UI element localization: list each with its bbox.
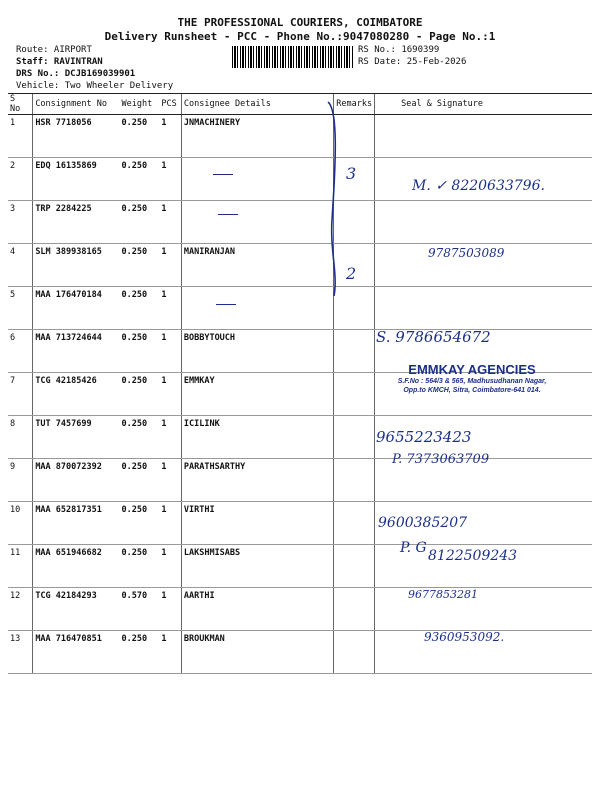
- row-pcs: 1: [159, 287, 181, 330]
- row-consignee: AARTHI: [181, 588, 333, 631]
- row-consignee: VIRTHI: [181, 502, 333, 545]
- signature-row-4: 9787503089: [428, 246, 505, 260]
- table-row: [8, 502, 592, 545]
- row-weight: 0.570: [120, 588, 160, 631]
- barcode: [232, 46, 354, 68]
- remark-mark-a: 3: [346, 164, 357, 183]
- row-weight: 0.250: [120, 201, 160, 244]
- row-consignment: TCG 42184293: [33, 588, 120, 631]
- row-consignment: MAA 176470184: [33, 287, 120, 330]
- row-sno: 2: [8, 158, 33, 201]
- signature-row-11a: P. G: [400, 540, 427, 556]
- table-row: [8, 287, 592, 330]
- dash-mark: [213, 174, 233, 175]
- stamp-address-1: S.F.No : 564/3 & 565, Madhusudhanan Nagar,: [397, 378, 547, 385]
- dash-mark: [218, 214, 238, 215]
- row-weight: 0.250: [120, 158, 160, 201]
- row-remarks: [334, 545, 375, 588]
- signature-row-10: 9600385207: [378, 515, 468, 531]
- staff-label: Staff: RAVINTRAN: [16, 57, 103, 67]
- vehicle-label: Vehicle: Two Wheeler Delivery: [16, 81, 174, 91]
- row-weight: 0.250: [120, 631, 160, 674]
- row-pcs: 1: [159, 588, 181, 631]
- row-signature: [375, 287, 592, 330]
- table-row: [8, 631, 592, 674]
- row-pcs: 1: [159, 158, 181, 201]
- row-consignee: LAKSHMISABS: [181, 545, 333, 588]
- row-remarks: [334, 416, 375, 459]
- bracket-ink: [322, 100, 346, 300]
- row-consignment: MAA 652817351: [33, 502, 120, 545]
- row-consignee: BOBBYTOUCH: [181, 330, 333, 373]
- table-header-row: [8, 94, 592, 115]
- row-sno: 12: [8, 588, 33, 631]
- row-sno: 3: [8, 201, 33, 244]
- row-pcs: 1: [159, 330, 181, 373]
- row-consignment: TCG 42185426: [33, 373, 120, 416]
- row-consignee: BROUKMAN: [181, 631, 333, 674]
- signature-row-2: M. ✓ 8220633796.: [412, 178, 545, 194]
- row-remarks: [334, 588, 375, 631]
- col-remarks: Remarks: [334, 94, 375, 115]
- stamp-address-2: Opp.to KMCH, Sitra, Coimbatore-641 014.: [403, 387, 541, 394]
- rs-number: RS No.: 1690399: [358, 45, 440, 55]
- table-row: [8, 244, 592, 287]
- row-consignee: [181, 201, 333, 244]
- dash-mark: [216, 304, 236, 305]
- stamp-title: EMMKAY AGENCIES: [408, 362, 536, 377]
- row-pcs: 1: [159, 459, 181, 502]
- col-weight: Weight: [120, 94, 160, 115]
- signature-row-9: P. 7373063709: [392, 452, 490, 467]
- row-weight: 0.250: [120, 502, 160, 545]
- signature-row-11b: 8122509243: [428, 548, 518, 564]
- row-pcs: 1: [159, 373, 181, 416]
- row-sno: 7: [8, 373, 33, 416]
- row-consignee: MANIRANJAN: [181, 244, 333, 287]
- row-consignee: PARATHSARTHY: [181, 459, 333, 502]
- remark-mark-b: 2: [346, 264, 357, 283]
- runsheet-subtitle: Delivery Runsheet - PCC - Phone No.:9047080280 - Page No.:1: [104, 30, 496, 43]
- row-sno: 10: [8, 502, 33, 545]
- row-consignment: MAA 713724644: [33, 330, 120, 373]
- row-pcs: 1: [159, 201, 181, 244]
- route-label: Route: AIRPORT: [16, 45, 92, 55]
- row-pcs: 1: [159, 502, 181, 545]
- row-signature: [375, 201, 592, 244]
- row-pcs: 1: [159, 244, 181, 287]
- row-sno: 4: [8, 244, 33, 287]
- row-remarks: [334, 459, 375, 502]
- col-details: Consignee Details: [181, 94, 333, 115]
- row-sno: 5: [8, 287, 33, 330]
- row-remarks: [334, 502, 375, 545]
- row-pcs: 1: [159, 416, 181, 459]
- row-pcs: 1: [159, 631, 181, 674]
- row-sno: 13: [8, 631, 33, 674]
- row-weight: 0.250: [120, 115, 160, 158]
- row-sno: 9: [8, 459, 33, 502]
- col-sno: S No: [8, 94, 33, 115]
- col-consignment: Consignment No: [33, 94, 120, 115]
- company-title: THE PROFESSIONAL COURIERS, COIMBATORE: [177, 16, 423, 29]
- row-weight: 0.250: [120, 244, 160, 287]
- col-pcs: PCS: [159, 94, 181, 115]
- row-consignment: MAA 870072392: [33, 459, 120, 502]
- row-pcs: 1: [159, 545, 181, 588]
- row-weight: 0.250: [120, 545, 160, 588]
- row-weight: 0.250: [120, 330, 160, 373]
- signature-row-13: 9360953092.: [424, 630, 505, 644]
- row-weight: 0.250: [120, 287, 160, 330]
- row-consignment: TRP 2284225: [33, 201, 120, 244]
- row-consignee: [181, 287, 333, 330]
- row-consignment: MAA 716470851: [33, 631, 120, 674]
- row-weight: 0.250: [120, 459, 160, 502]
- row-sno: 8: [8, 416, 33, 459]
- row-consignee: [181, 158, 333, 201]
- row-remarks: [334, 373, 375, 416]
- signature-row-8: 9655223423: [376, 428, 472, 446]
- company-stamp: [372, 362, 572, 395]
- row-remarks: [334, 631, 375, 674]
- table-row: [8, 588, 592, 631]
- row-sno: 1: [8, 115, 33, 158]
- row-weight: 0.250: [120, 373, 160, 416]
- row-consignment: EDQ 16135869: [33, 158, 120, 201]
- row-consignment: MAA 651946682: [33, 545, 120, 588]
- row-sno: 6: [8, 330, 33, 373]
- row-consignee: ICILINK: [181, 416, 333, 459]
- row-consignment: SLM 389938165: [33, 244, 120, 287]
- signature-row-12: 9677853281: [408, 588, 478, 601]
- table-row: [8, 201, 592, 244]
- row-sno: 11: [8, 545, 33, 588]
- drs-label: DRS No.: DCJB169039901: [16, 69, 136, 79]
- row-remarks: [334, 330, 375, 373]
- row-weight: 0.250: [120, 416, 160, 459]
- row-consignee: JNMACHINERY: [181, 115, 333, 158]
- row-pcs: 1: [159, 115, 181, 158]
- table-row: [8, 416, 592, 459]
- row-signature: [375, 115, 592, 158]
- signature-row-6: S. 9786654672: [376, 328, 491, 346]
- row-consignee: EMMKAY: [181, 373, 333, 416]
- col-signature: Seal & Signature: [375, 94, 592, 115]
- rs-date: RS Date: 25-Feb-2026: [358, 57, 467, 67]
- table-row: [8, 459, 592, 502]
- row-consignment: TUT 7457699: [33, 416, 120, 459]
- row-consignment: HSR 7718056: [33, 115, 120, 158]
- table-row: [8, 115, 592, 158]
